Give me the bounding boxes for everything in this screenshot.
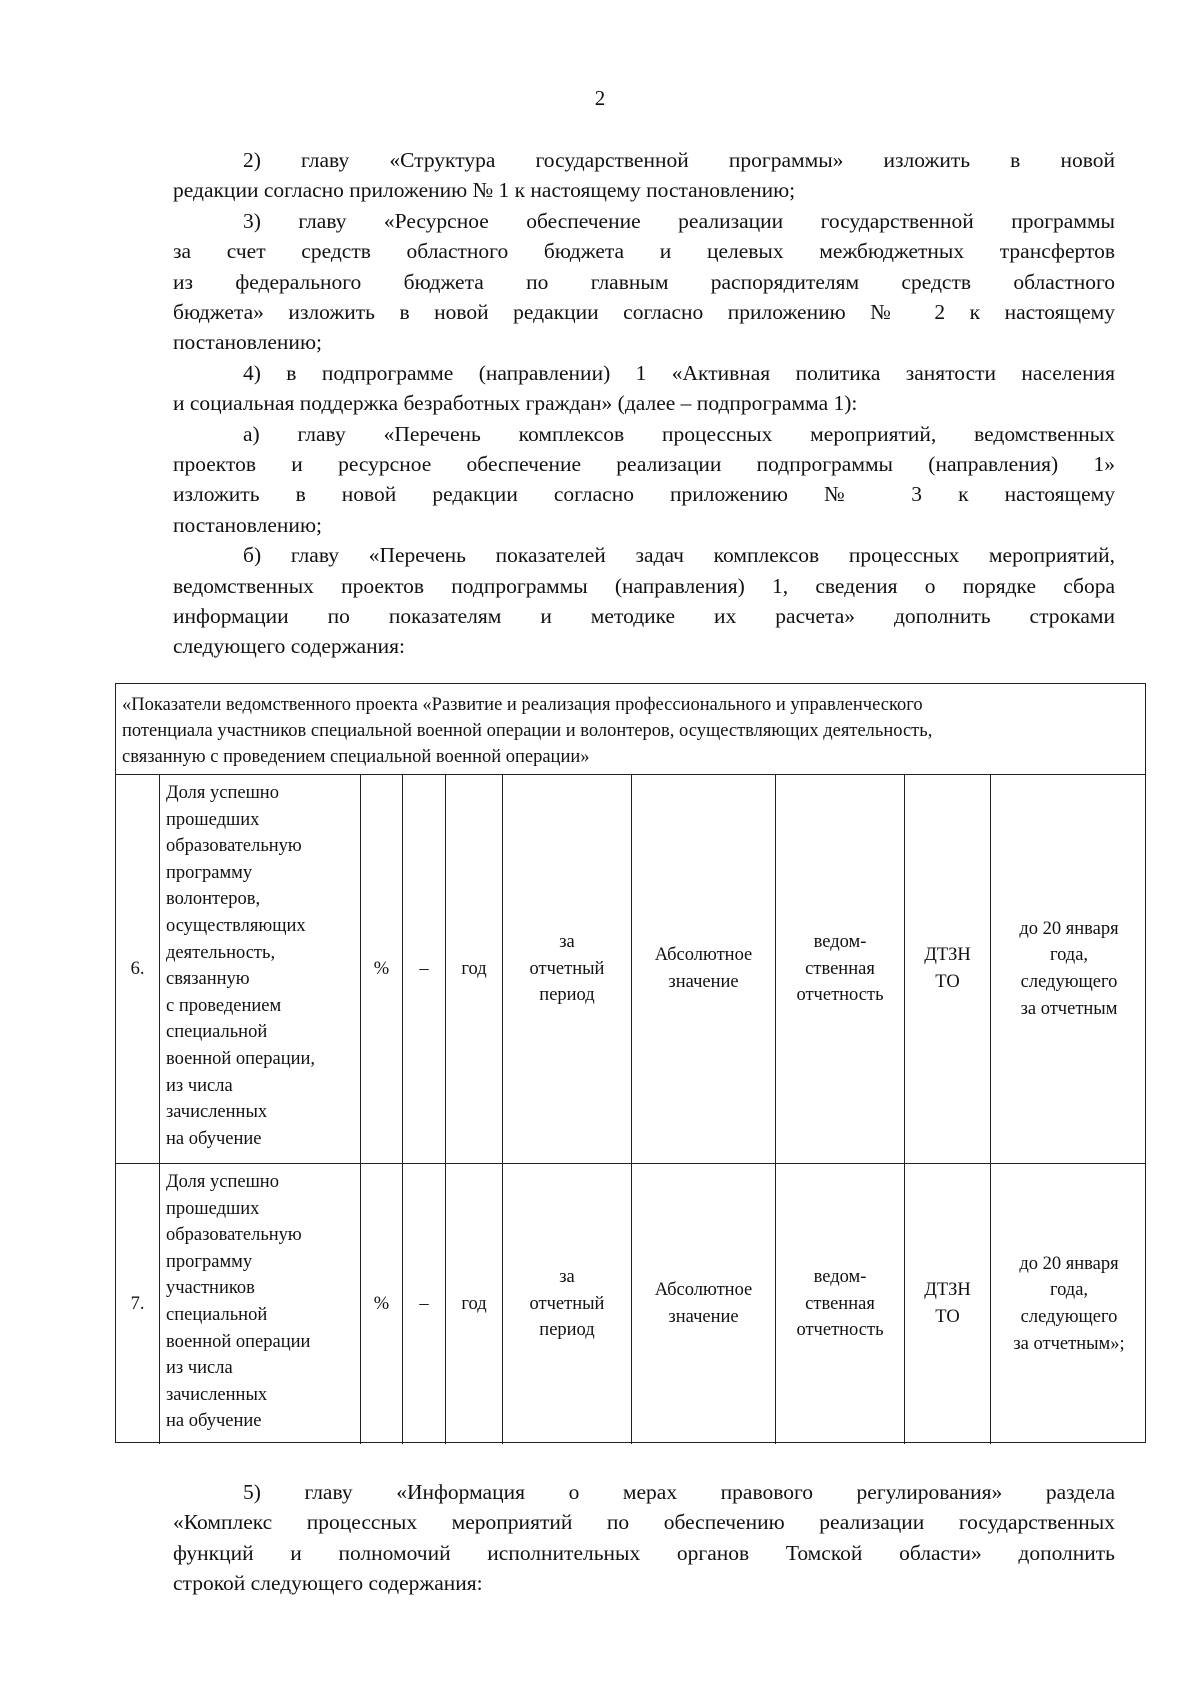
table-row xyxy=(116,775,1145,1164)
text-line: бюджета» изложить в новой редакции согласно приложению № 2 к настоящему xyxy=(173,299,1115,324)
cell-value-type xyxy=(631,1164,775,1444)
text-line: проектов и ресурсное обеспечение реализации подпрограммы (направления) 1» xyxy=(173,451,1115,476)
cell-line: Доля успешно xyxy=(166,1172,279,1192)
cell-line: – xyxy=(419,1293,429,1314)
cell-line: за отчетным»; xyxy=(1013,1333,1125,1354)
cell-line: ДТЗН xyxy=(924,1280,971,1301)
cell-dash xyxy=(402,1164,445,1444)
cell-line: ведом- xyxy=(813,932,867,953)
cell-line: прошедших xyxy=(166,1198,260,1219)
cell-line: прошедших xyxy=(166,809,260,830)
cell-line: зачисленных xyxy=(166,1102,268,1123)
cell-line: % xyxy=(373,1293,390,1314)
text-line: функций и полномочий исполнительных органов Томской области» дополнить xyxy=(173,1540,1115,1565)
cell-reporting-period xyxy=(502,775,631,1163)
cell-line: зачисленных xyxy=(166,1384,268,1405)
cell-data-source xyxy=(775,1164,904,1444)
cell-line: программу xyxy=(166,1251,253,1272)
cell-line: отчетность xyxy=(796,985,884,1006)
cell-data-source xyxy=(775,775,904,1163)
text-line: информации по показателям и методике их расчета» дополнить строками xyxy=(173,603,1115,628)
cell-reporting-period xyxy=(502,1164,631,1444)
cell-line: отчетный xyxy=(529,1293,605,1314)
cell-line: образовательную xyxy=(166,1225,302,1246)
cell-line: года, xyxy=(1049,945,1089,966)
cell-line: программу xyxy=(166,862,253,883)
paragraph-item-4a xyxy=(173,419,1115,541)
text-line: «Комплекс процессных мероприятий по обеспечению реализации государственных xyxy=(173,1510,1115,1535)
cell-line: следующего xyxy=(1020,972,1118,992)
cell-unit xyxy=(360,775,402,1163)
cell-line: ТО xyxy=(935,1307,960,1327)
cell-line: ведом- xyxy=(813,1267,867,1288)
cell-number xyxy=(116,1164,159,1444)
cell-line: года, xyxy=(1049,1280,1089,1301)
cell-line: следующего xyxy=(1020,1307,1118,1327)
cell-periodicity xyxy=(445,775,502,1163)
paragraph-item-4 xyxy=(173,358,1115,419)
cell-line: Доля успешно xyxy=(166,783,279,803)
cell-line: с проведением xyxy=(166,995,282,1016)
cell-line: волонтеров, xyxy=(166,889,261,910)
cell-line: из числа xyxy=(166,1358,233,1379)
cell-line: осуществляющих xyxy=(166,915,306,936)
cell-line: год xyxy=(461,958,487,979)
cell-line: ДТЗН xyxy=(924,945,971,966)
text-line: 5) главу «Информация о мерах правового регулирования» раздела xyxy=(243,1480,1115,1504)
table-header-line: связанную с проведением специальной военной операции» xyxy=(122,747,590,767)
paragraph-item-3 xyxy=(173,206,1115,358)
cell-line: до 20 января xyxy=(1019,1253,1119,1274)
cell-line: специальной xyxy=(166,1022,268,1043)
cell-line: участников xyxy=(166,1278,255,1299)
cell-line: за xyxy=(559,1267,575,1288)
cell-line: военной операции xyxy=(166,1331,311,1352)
cell-line: деятельность, xyxy=(166,942,276,963)
text-line: ведомственных проектов подпрограммы (направления) 1, сведения о порядке сбора xyxy=(173,573,1115,598)
indicators-table xyxy=(115,683,1146,1443)
text-line: изложить в новой редакции согласно приложению № 3 к настоящему xyxy=(173,482,1115,507)
cell-line: образовательную xyxy=(166,836,302,857)
cell-line: на обучение xyxy=(166,1411,262,1432)
text-line: 3) главу «Ресурсное обеспечение реализации государственной программы xyxy=(243,208,1115,233)
cell-line: год xyxy=(461,1293,487,1314)
table-header-line: потенциала участников специальной военной операции и волонтеров, осуществляющих деятельность, xyxy=(122,721,933,741)
text-line: а) главу «Перечень комплексов процессных мероприятий, ведомственных xyxy=(243,421,1115,446)
table-row xyxy=(116,1164,1145,1444)
cell-responsible xyxy=(904,775,990,1163)
cell-responsible xyxy=(904,1164,990,1444)
cell-line: связанную xyxy=(166,969,250,990)
cell-line: 6. xyxy=(130,958,145,979)
cell-periodicity xyxy=(445,1164,502,1444)
cell-line: Абсолютное xyxy=(654,1280,753,1301)
cell-line: Абсолютное xyxy=(654,945,753,966)
cell-line: период xyxy=(539,1320,595,1341)
text-line: редакции согласно приложению № 1 к настоящему постановлению; xyxy=(173,178,796,203)
cell-dash xyxy=(402,775,445,1163)
text-line: следующего содержания: xyxy=(173,634,405,659)
cell-line: 7. xyxy=(130,1293,145,1314)
cell-line: из числа xyxy=(166,1075,233,1096)
cell-line: на обучение xyxy=(166,1128,262,1149)
cell-deadline xyxy=(990,1164,1147,1444)
cell-line: значение xyxy=(668,1307,739,1327)
text-line: за счет средств областного бюджета и целевых межбюджетных трансфертов xyxy=(173,239,1115,264)
cell-line: – xyxy=(419,958,429,979)
text-line: строкой следующего содержания: xyxy=(173,1571,483,1596)
cell-line: значение xyxy=(668,972,739,992)
cell-indicator-name xyxy=(159,775,360,1163)
cell-unit xyxy=(360,1164,402,1444)
text-line: б) главу «Перечень показателей задач комплексов процессных мероприятий, xyxy=(243,543,1115,568)
paragraph-item-5 xyxy=(173,1477,1115,1599)
cell-line: до 20 января xyxy=(1019,918,1119,939)
cell-line: военной операции, xyxy=(166,1048,316,1069)
table-header-line: «Показатели ведомственного проекта «Развитие и реализация профессионального и управленческого xyxy=(122,695,923,715)
paragraph-item-4b xyxy=(173,540,1115,662)
text-line: постановлению; xyxy=(173,330,322,355)
cell-number xyxy=(116,775,159,1163)
cell-line: за отчетным xyxy=(1020,998,1118,1019)
cell-value-type xyxy=(631,775,775,1163)
cell-line: % xyxy=(373,958,390,979)
cell-line: за xyxy=(559,932,575,953)
table-section-header xyxy=(116,684,1145,775)
cell-deadline xyxy=(990,775,1147,1163)
cell-indicator-name xyxy=(159,1164,360,1444)
cell-line: отчетный xyxy=(529,958,605,979)
cell-line: ТО xyxy=(935,972,960,992)
text-line: постановлению; xyxy=(173,512,322,537)
text-line: 2) главу «Структура государственной программы» изложить в новой xyxy=(243,148,1115,172)
paragraph-item-2 xyxy=(173,145,1115,206)
text-line: и социальная поддержка безработных граждан» (далее – подпрограмма 1): xyxy=(173,391,858,416)
text-line: 4) в подпрограмме (направлении) 1 «Активная политика занятости населения xyxy=(243,360,1115,385)
page-number: 2 xyxy=(594,86,606,110)
cell-line: ственная xyxy=(805,1293,875,1314)
cell-line: ственная xyxy=(805,958,875,979)
cell-line: период xyxy=(539,985,595,1006)
cell-line: специальной xyxy=(166,1304,268,1325)
cell-line: отчетность xyxy=(796,1320,884,1341)
text-line: из федерального бюджета по главным распорядителям средств областного xyxy=(173,269,1115,294)
